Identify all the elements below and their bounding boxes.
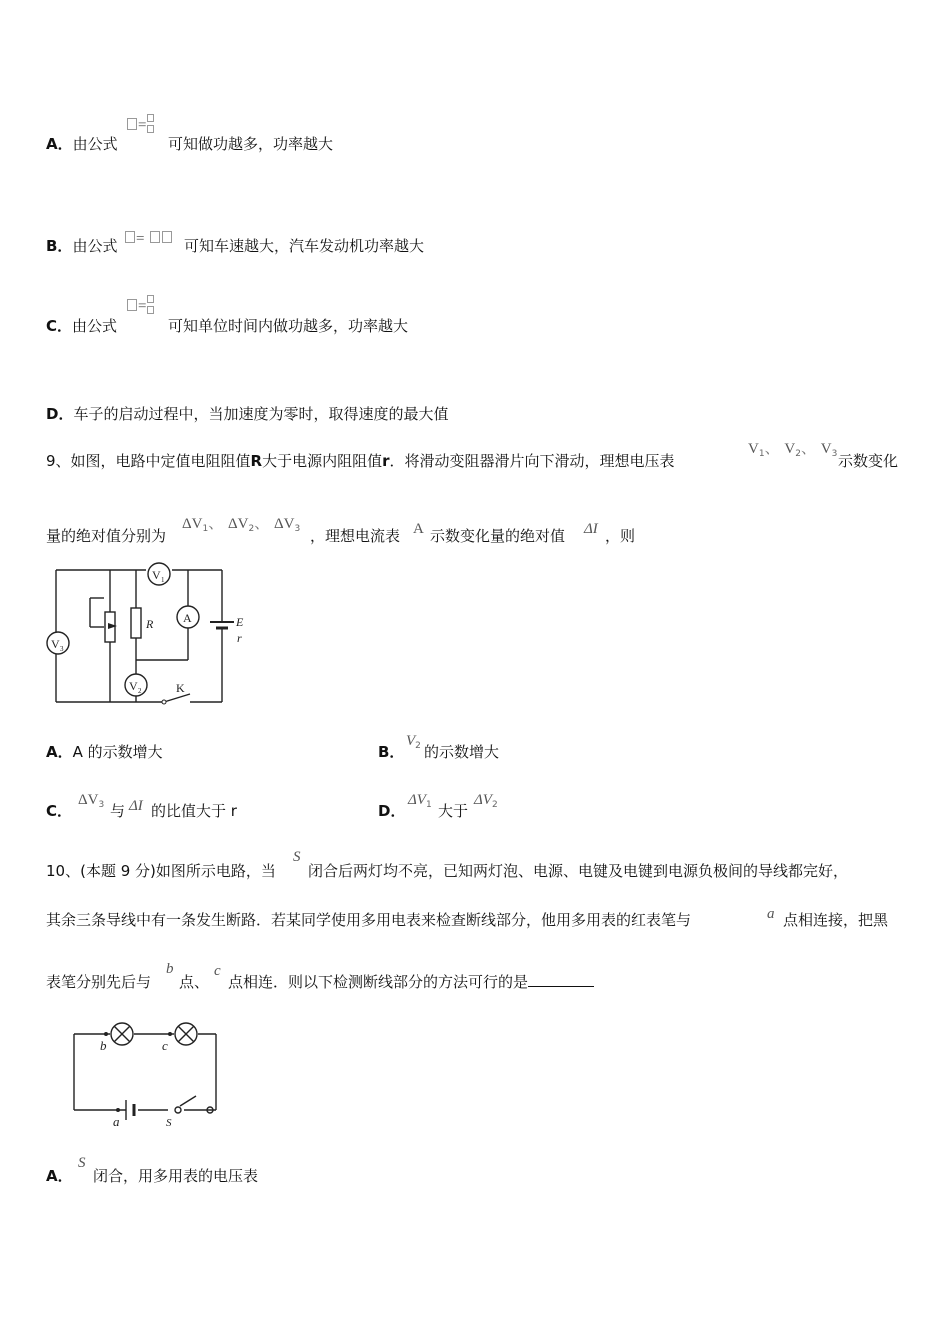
- fraction: [146, 295, 155, 317]
- c-label: c: [162, 1038, 168, 1053]
- q9-b-symbol: $V_2$: [406, 733, 421, 751]
- q9-stem-line2-d: ，则: [605, 527, 636, 545]
- q10-stem-line3-c: 点相连．则以下检测断线部分的方法可行的是: [228, 972, 594, 992]
- equals: =: [136, 231, 145, 247]
- q9-c-text: 的比值大于 r: [151, 802, 237, 820]
- option-prefix: 由公式: [72, 135, 118, 153]
- option-label: D．: [46, 405, 74, 423]
- q8-b-suffix: [184, 236, 424, 256]
- q9-voltmeter-symbols: $V_1$、 $V_2$、 $V_3$: [748, 439, 838, 459]
- formula-placeholder: [127, 299, 137, 311]
- r-internal-label: r: [237, 631, 242, 645]
- equals: =: [138, 117, 147, 134]
- r-label: R: [146, 617, 154, 631]
- q9-option-b: B．: [378, 743, 405, 761]
- v3-sub: 3: [60, 645, 64, 653]
- q10-b-symbol: b: [166, 961, 174, 977]
- q8-c-suffix: [168, 316, 408, 336]
- option-prefix: 由公式: [72, 237, 118, 255]
- q10-s-symbol: S: [293, 849, 301, 865]
- q9-stem-line2-c: 示数变化量的绝对值: [430, 527, 566, 545]
- q9-option-c: C．: [46, 802, 73, 820]
- v1-sub: 1: [161, 576, 165, 584]
- option-label: C．: [46, 317, 73, 335]
- option-label: A．: [46, 135, 73, 153]
- q8-b-formula: [124, 228, 173, 249]
- v2-sub: 2: [138, 687, 142, 695]
- v3-label: V: [51, 637, 60, 651]
- q10-a-symbol: a: [767, 906, 775, 922]
- q10-stem-line2: 其余三条导线中有一条发生断路．若某同学使用多用电表来检查断线部分，他用多用表的红表笔与: [46, 911, 692, 929]
- q8-option-d: [46, 404, 448, 424]
- equals: =: [138, 298, 147, 315]
- formula-placeholder: [127, 118, 137, 130]
- option-suffix: 可知车速越大，汽车发动机功率越大: [184, 237, 425, 255]
- q8-option-a: [46, 134, 118, 154]
- q8-a-suffix: [168, 134, 333, 154]
- q9-stem-line1-end: 示数变化: [838, 452, 899, 470]
- e-label: E: [236, 615, 244, 629]
- q9-stem-line2-b: ，理想电流表: [310, 527, 401, 545]
- q9-d-symbol2: $\Delta V_2$: [474, 792, 498, 810]
- q9-d-symbol1: $\Delta V_1$: [408, 792, 432, 810]
- b-label: b: [100, 1038, 107, 1053]
- option-prefix: 由公式: [72, 317, 118, 335]
- s-label: S: [166, 1117, 172, 1129]
- q9-c-symbol1: $\Delta V_3$: [78, 792, 105, 810]
- q10-a-text: 闭合，用多用表的电压表: [93, 1167, 259, 1185]
- k-label: K: [176, 681, 185, 695]
- answer-blank[interactable]: [528, 972, 594, 987]
- fraction: [146, 114, 155, 136]
- q10-c-symbol: c: [214, 963, 221, 979]
- q9-b-text: 的示数增大: [424, 743, 500, 761]
- option-suffix: 可知单位时间内做功越多，功率越大: [168, 317, 409, 335]
- q9-stem-line1: 9、如图，电路中定值电阻阻值R大于电源内阻阻值r．将滑动变阻器滑片向下滑动，理想电压表: [46, 452, 675, 470]
- formula-placeholder: [125, 231, 135, 243]
- v2-label: V: [129, 679, 138, 693]
- a-label: A: [183, 611, 192, 625]
- q9-d-text: 大于: [438, 802, 469, 820]
- a-label: a: [113, 1114, 120, 1129]
- q8-option-c: [46, 316, 117, 336]
- q10-stem-line1-b: 闭合后两灯均不亮，已知两灯泡、电源、电键及电键到电源负极间的导线都完好，: [308, 862, 849, 880]
- q8-option-b: [46, 236, 117, 256]
- q9-option-d: D．: [378, 802, 406, 820]
- option-suffix: 可知做功越多，功率越大: [168, 135, 334, 153]
- q10-stem-line2-b: 点相连接，把黑: [783, 911, 889, 929]
- q8-c-formula: [126, 295, 155, 317]
- q9-option-a: A．A 的示数增大: [46, 743, 163, 761]
- q9-stem-line2: 量的绝对值分别为: [46, 527, 167, 545]
- q9-circuit-diagram: [42, 562, 252, 714]
- q8-a-formula: [126, 114, 155, 136]
- option-label: B．: [46, 237, 73, 255]
- q9-c-symbol2: ΔI: [129, 798, 143, 814]
- q10-a-s-symbol: S: [78, 1155, 86, 1171]
- q10-circuit-diagram: [68, 1018, 238, 1133]
- q10-stem-line1: 10、(本题 9 分)如图所示电路，当: [46, 862, 276, 880]
- option-text: 车子的启动过程中，当加速度为零时，取得速度的最大值: [73, 405, 449, 423]
- q9-c-mid: 与: [110, 802, 126, 820]
- q9-delta-v-symbols: $\Delta V_1$、 $\Delta V_2$、 $\Delta V_3$: [182, 514, 301, 534]
- q10-option-a: A．: [46, 1167, 73, 1185]
- q10-stem-line3: 表笔分别先后与: [46, 973, 152, 991]
- q10-stem-line3-b: 点、: [179, 973, 210, 991]
- q9-ammeter-symbol: A: [413, 521, 424, 537]
- v1-label: V: [152, 568, 161, 582]
- q9-delta-i-symbol: ΔI: [584, 521, 598, 537]
